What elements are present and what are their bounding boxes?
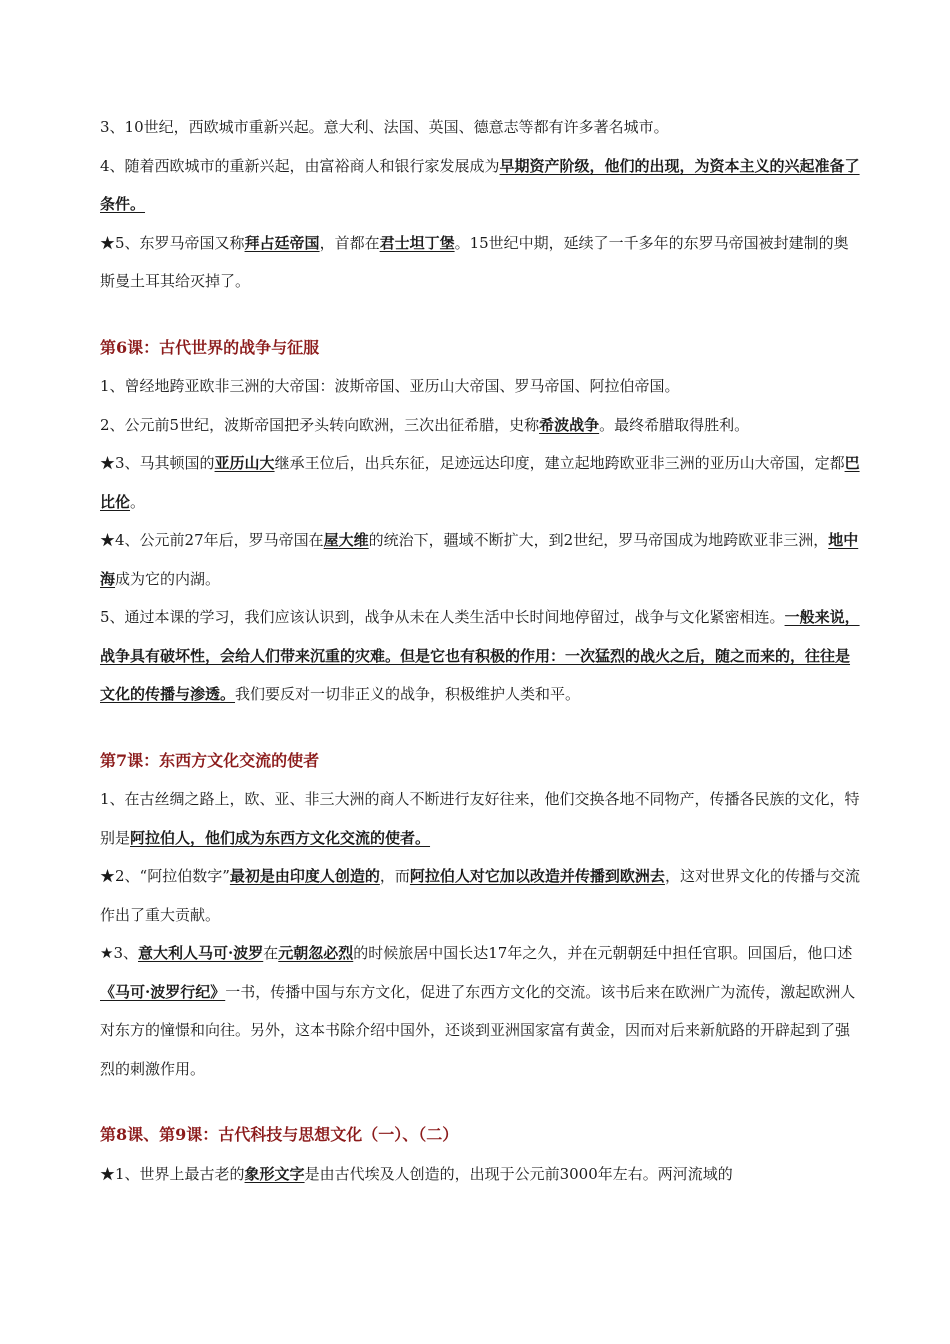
section-gap bbox=[100, 714, 860, 742]
section-gap bbox=[100, 301, 860, 329]
underlined-key-term: 巴比伦 bbox=[100, 454, 860, 511]
underlined-key-term: 《马可·波罗行纪》 bbox=[100, 982, 226, 1001]
paragraph-text: ★1、世界上最古老的 bbox=[100, 1164, 245, 1183]
section-gap bbox=[100, 1088, 860, 1116]
lesson-6-item-1 bbox=[100, 367, 860, 406]
underlined-key-term: 意大利人马可·波罗 bbox=[138, 944, 264, 962]
underlined-key-term: 君士坦丁堡 bbox=[379, 233, 455, 252]
paragraph-text: 4、随着西欧城市的重新兴起，由富裕商人和银行家发展成为 bbox=[100, 156, 500, 175]
underlined-key-term: 希波战争 bbox=[539, 415, 600, 434]
paragraph-text: ★3、 bbox=[100, 944, 138, 962]
underlined-key-term: 拜占廷帝国 bbox=[244, 233, 320, 252]
underlined-key-point: 阿拉伯人对它加以改造并传播到欧洲去 bbox=[409, 867, 665, 885]
underlined-key-term: 象形文字 bbox=[244, 1164, 305, 1183]
paragraph-text: 成为它的内湖。 bbox=[115, 569, 221, 588]
paragraph-text: 。 bbox=[130, 492, 146, 511]
paragraph-text: 在 bbox=[263, 944, 279, 962]
paragraph-text: 2、公元前5世纪，波斯帝国把矛头转向欧洲，三次出征希腊，史称 bbox=[100, 415, 540, 434]
lesson-7-item-3 bbox=[100, 934, 860, 1088]
paragraph-text: 继承王位后，出兵东征，足迹远达印度，建立起地跨欧亚非三洲的亚历山大帝国，定都 bbox=[274, 454, 845, 472]
paragraph-text: 。最终希腊取得胜利。 bbox=[599, 415, 750, 434]
underlined-key-point: 阿拉伯人，他们成为东西方文化交流的使者。 bbox=[130, 828, 431, 847]
underlined-key-term: 屋大维 bbox=[323, 531, 369, 549]
paragraph-text: 。15世纪中期，延续了一千多年的东罗马帝国被封建制的奥斯曼土耳其给灭掉了。 bbox=[100, 233, 849, 290]
paragraph-text: ★4、公元前27年后，罗马帝国在 bbox=[100, 531, 324, 549]
paragraph-text: 的统治下，疆域不断扩大，到2世纪，罗马帝国成为地跨欧亚非三洲， bbox=[368, 531, 829, 549]
lesson-6-item-4 bbox=[100, 521, 860, 598]
underlined-key-point: 早期资产阶级，他们的出现，为资本主义的兴起准备了条件。 bbox=[100, 156, 860, 213]
paragraph-text: ，这对世界文化的传播与交流作出了重大贡献。 bbox=[100, 867, 860, 924]
lesson-8-9-item-1 bbox=[100, 1155, 860, 1194]
lesson-7-item-1 bbox=[100, 780, 860, 857]
paragraph-text: 3、10世纪，西欧城市重新兴起。意大利、法国、英国、德意志等都有许多著名城市。 bbox=[100, 118, 669, 136]
underlined-key-term: 元朝忽必烈 bbox=[278, 944, 354, 962]
lesson-7-item-2 bbox=[100, 857, 860, 934]
paragraph-4 bbox=[100, 147, 860, 224]
paragraph-text: ★5、东罗马帝国又称 bbox=[100, 233, 245, 252]
paragraph-text: 的时候旅居中国长达17年之久，并在元朝朝廷中担任官职。回国后，他口述 bbox=[353, 944, 853, 962]
lesson-8-9-heading: 第8课、第9课：古代科技与思想文化（一）、（二） bbox=[100, 1125, 459, 1144]
paragraph-text: ，首都在 bbox=[319, 233, 380, 252]
paragraph-text: 一书，传播中国与东方文化，促进了东西方文化的交流。该书后来在欧洲广为流传，激起欧洲人对东方的憧憬和向往。另外，这本书除介绍中国外，还谈到亚洲国家富有黄金，因而对后来新航路的开辟起到了强烈的刺激作用。 bbox=[100, 982, 856, 1078]
paragraph-5 bbox=[100, 224, 860, 301]
lesson-6-item-3 bbox=[100, 444, 860, 521]
document-page bbox=[100, 108, 860, 1193]
underlined-key-point: 最初是由印度人创造的 bbox=[229, 867, 380, 885]
lesson-6-heading: 第6课：古代世界的战争与征服 bbox=[100, 337, 320, 357]
paragraph-text: ★2、“阿拉伯数字” bbox=[100, 867, 230, 885]
underlined-key-term: 亚历山大 bbox=[214, 454, 275, 472]
underlined-key-point: 一般来说，战争具有破坏性，会给人们带来沉重的灾难。但是它也有积极的作用：一次猛烈的战火之后，随之而来的，往往是文化的传播与渗透。 bbox=[100, 608, 860, 703]
paragraph-text: ，而 bbox=[379, 867, 410, 885]
lesson-6-item-2 bbox=[100, 406, 860, 445]
paragraph-3 bbox=[100, 108, 860, 147]
lesson-7-heading: 第7课：东西方文化交流的使者 bbox=[100, 750, 320, 770]
paragraph-text: 我们要反对一切非正义的战争，积极维护人类和平。 bbox=[235, 685, 581, 703]
paragraph-text: 1、在古丝绸之路上，欧、亚、非三大洲的商人不断进行友好往来，他们交换各地不同物产，传播各民族的文化，特别是 bbox=[100, 790, 860, 847]
paragraph-text: 5、通过本课的学习，我们应该认识到，战争从未在人类生活中长时间地停留过，战争与文化紧密相连。 bbox=[100, 608, 785, 626]
paragraph-text: 1、曾经地跨亚欧非三洲的大帝国：波斯帝国、亚历山大帝国、罗马帝国、阿拉伯帝国。 bbox=[100, 377, 680, 395]
underlined-key-term: 地中海 bbox=[100, 531, 859, 588]
lesson-6-item-5 bbox=[100, 598, 860, 714]
paragraph-text: ★3、马其顿国的 bbox=[100, 454, 215, 472]
paragraph-text: 是由古代埃及人创造的，出现于公元前3000年左右。两河流域的 bbox=[304, 1164, 733, 1183]
